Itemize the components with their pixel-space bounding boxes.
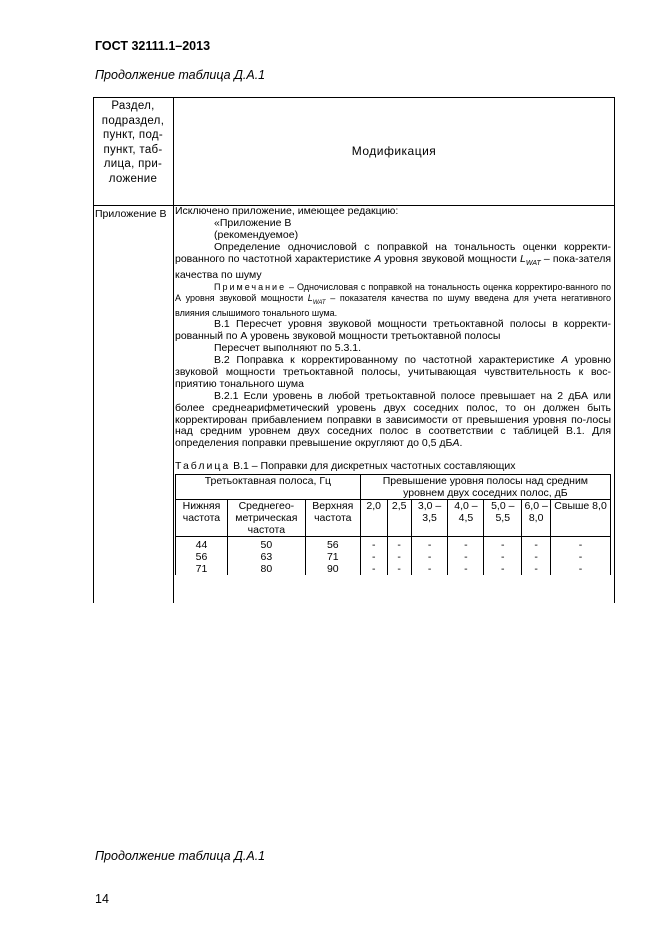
paragraph: Пересчет выполняют по 5.3.1. <box>214 342 361 355</box>
paragraph: В.1 Пересчет уровня звуковой мощности третьоктавной полосы в корректи-рованный по А уровень звуковой мощности третьоктавной полосы <box>175 318 611 343</box>
correction-table <box>175 474 611 575</box>
header-level: 6,0 – 8,0 <box>522 500 551 537</box>
group-header-band: Третьоктавная полоса, Гц <box>176 475 361 500</box>
group-header-exceedance: Превышение уровня полосы над средним уровнем двух соседних полос, дБ <box>360 475 610 500</box>
modification-text <box>175 206 611 575</box>
header-level: 4,0 – 4,5 <box>448 500 484 537</box>
table-caption: Таблица В.1 – Поправки для дискретных частотных составляющих <box>175 460 516 473</box>
table-row: 56 63 71 - - - - - - - <box>176 551 611 563</box>
table-row: 44 50 56 - - - - - - - <box>176 537 611 552</box>
header-mid-frequency: Среднегео-метрическая частота <box>227 500 305 537</box>
appendix-subtitle: (рекомендуемое) <box>214 228 299 241</box>
paragraph: В.2.1 Если уровень в любой третьоктавной полосе превышает на 2 дБА или более среднеарифметический уровень двух соседних полос, то он должен быть корректирован прибавлением поправки в зависимости от превышения уровня по-лосы над средним уровнем двух соседних полос в соответствии с таблицей В.1. Для определения поправки превышение округляют до 0,5 дБА. <box>175 389 611 450</box>
paragraph: В.2 Поправка к корректированному по частотной характеристике А уровню звуковой мощности третьоктавной полосы, учитывающая чувствительность к вос-приятию тонального шума <box>175 354 611 390</box>
paragraph: Исключено приложение, имеющее редакцию: <box>175 205 399 217</box>
header-level: 2,0 <box>360 500 387 537</box>
header-level: 5,0 – 5,5 <box>484 500 522 537</box>
column-header-section: Раздел, подраздел, пункт, под- пункт, таб- лица, при- ложение <box>101 100 165 185</box>
header-level: Свыше 8,0 <box>551 500 611 537</box>
column-header-modification: Модификация <box>351 144 437 158</box>
appendix-title: «Приложение В <box>214 216 292 229</box>
header-level: 2,5 <box>387 500 411 537</box>
section-label: Приложение В <box>95 208 167 220</box>
header-level: 3,0 – 3,5 <box>411 500 448 537</box>
page-number: 14 <box>95 892 109 906</box>
main-table <box>93 97 615 603</box>
paragraph: Определение одночисловой с поправкой на тональность оценки корректи-рованного по частотной характеристике А уровня звуковой мощности $L_{WAT}$ – пока-зателя качества по шуму <box>175 240 612 281</box>
continuation-label-top: Продолжение таблица Д.А.1 <box>95 68 266 82</box>
header-high-frequency: Верхняя частота <box>305 500 360 537</box>
table-row: 71 80 90 - - - - - - - <box>176 563 611 575</box>
note: Примечание – Одночисловая с поправкой на тональность оценка корректиро-ванного по А уровня звуковой мощности $L_{WAT}$ – показателя качества по шуму введена для учета негативного влияния слышимого тонального шума. <box>175 281 611 319</box>
document-code: ГОСТ 32111.1–2013 <box>95 39 211 53</box>
header-low-frequency: Нижняя частота <box>176 500 228 537</box>
continuation-label-bottom: Продолжение таблица Д.А.1 <box>95 849 266 863</box>
